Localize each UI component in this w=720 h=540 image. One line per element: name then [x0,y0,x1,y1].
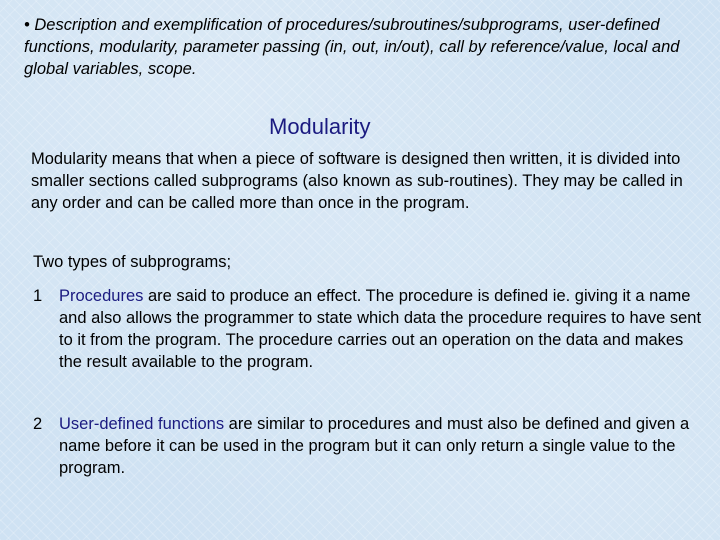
list-item-user-defined-functions [33,413,703,479]
list-number: 1 [33,287,43,305]
list-number: 2 [33,415,43,433]
term-procedures: Procedures [59,287,144,305]
list-item-body [59,413,703,479]
procedures-description: are said to produce an effect. The procedure is defined ie. giving it a name and also allows the programmer to state which data the procedure requires to have sent to it from the program. The procedure carries out an operation on the data and makes the result available to the program. [59,287,702,371]
slide-heading: Modularity [269,114,371,139]
types-label: Two types of subprograms; [33,253,232,271]
term-user-defined-functions: User-defined functions [59,415,225,433]
intro-bullet: • Description and exemplification of procedures/subroutines/subprograms, user-defined functions, modularity, parameter passing (in, out, in/out), call by reference/value, local and global variables, scope. [24,16,680,78]
functions-description: are similar to procedures and must also be defined and given a name before it can be used in the program but it can only return a single value to the program. [59,415,690,477]
list-item-procedures [33,285,703,373]
modularity-paragraph: Modularity means that when a piece of software is designed then written, it is divided into smaller sections called subprograms (also known as sub-routines). They may be called in any order and can be called more than once in the program. [31,150,683,212]
list-item-body [59,285,703,373]
